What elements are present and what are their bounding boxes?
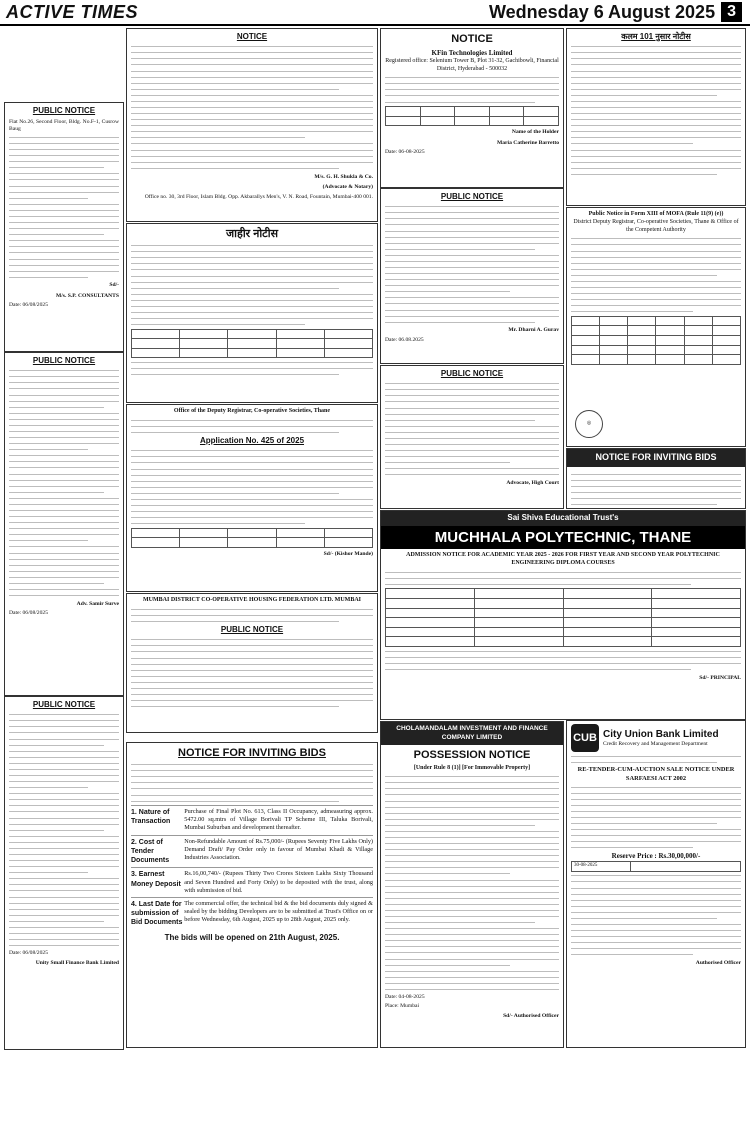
notice-body [131, 607, 373, 624]
notice-signatory: M/s. S.P. CONSULTANTS [55, 292, 119, 299]
company-address: Registered office: Selenium Tower B, Plot 31-32, Gachibowli, Financial District, Hyderabad - 500032 [385, 57, 559, 72]
notice-body [385, 205, 559, 325]
auction-title: RE-TENDER-CUM-AUCTION SALE NOTICE UNDER SARFAESI ACT 2002 [577, 766, 735, 782]
notice-kfin [380, 28, 564, 188]
application-number: Application No. 425 of 2025 [199, 436, 305, 446]
notice-signatory: Sd/- PRINCIPAL [699, 674, 741, 681]
notice-title: MUMBAI DISTRICT CO-OPERATIVE HOUSING FEDERATION LTD. MUMBAI [143, 597, 361, 603]
notice-place: Place: Mumbai [385, 1003, 420, 1010]
reserve-price: Reserve Price : Rs.30,00,000/- [611, 851, 701, 860]
notice-body [131, 244, 373, 327]
notice-body [571, 472, 741, 507]
institute-name: MUCHHALA POLYTECHNIC, THANE [381, 526, 745, 550]
notice-signatory: Authorised Officer [695, 960, 741, 967]
bank-logo: CUB [571, 724, 599, 752]
notice-title: POSSESSION NOTICE [413, 749, 531, 762]
public-notice-1 [4, 102, 124, 352]
notice-hindi-right [566, 28, 746, 206]
notice-title: PUBLIC NOTICE [32, 356, 96, 365]
notice-body [385, 775, 559, 992]
notice-body [385, 76, 559, 105]
notice-date: Date: 04-08-2025 [385, 993, 425, 1000]
notice-body [571, 785, 741, 850]
notice-title: PUBLIC NOTICE [32, 106, 96, 115]
rule-reference: [Under Rule 8 (1)] [For Immovable Property] [413, 764, 531, 771]
notice-body [385, 382, 559, 478]
advocate-title: (Advocate & Notary) [322, 183, 373, 190]
shares-table [385, 106, 559, 126]
notice-title: कलम 101 नुसार नोटीस [621, 32, 691, 41]
bank-name: City Union Bank Limited [603, 728, 719, 740]
notice-subtitle: PUBLIC NOTICE [220, 625, 284, 635]
public-notice-right-2 [380, 365, 564, 509]
newspaper-title: ACTIVE TIMES [6, 1, 139, 22]
notice-title: PUBLIC NOTICE [32, 700, 96, 709]
notice-date: Date: 06/08/2025 [9, 610, 48, 617]
public-notice-3 [4, 696, 124, 1050]
notice-signatory: Mr. Dharni A. Gurav [508, 327, 559, 334]
advocate-address: Office no. 30, 3rd Floor, Islam Bldg. Opp. Akbarallys Men's, V. N. Road, Fountain, Mumbai-400 001. [144, 194, 373, 201]
notice-bids-left [126, 742, 378, 1048]
notice-body [9, 713, 119, 948]
auction-table [571, 861, 741, 872]
notice-signatory: Sd/- Authorised Officer [503, 1013, 559, 1020]
bid-row: 3. Earnest Money Deposit Rs.16,00,740/- (Rupees Thirty Two Crores Sixteen Lakhs Sixty Thousand and Seven Hundred and Forty Only) to be deposited with the trust, along with submission of bid. [131, 867, 373, 897]
schedule-table [131, 329, 373, 359]
holder-label: Name of the Holder [511, 129, 559, 136]
notice-title: NOTICE FOR INVITING BIDS [178, 747, 326, 759]
cub-header [571, 724, 741, 752]
notice-mdcc [126, 593, 378, 733]
masthead [0, 0, 750, 26]
notice-cub [566, 720, 746, 1048]
seal-icon: ◎ [575, 410, 603, 438]
notice-body [385, 570, 741, 587]
bid-row: 1. Nature of Transaction Purchase of Final Plot No. 613, Class II Occupancy, admeasuring approx. 5472.00 sq.mtrs of Village Borivali TP Scheme III, Taluka Borivali, Mumbai Suburban and development thereafter. [131, 805, 373, 835]
notice-date: Date: 06/08/2025 [9, 302, 48, 309]
notice-body [571, 45, 741, 177]
notice-title: PUBLIC NOTICE [440, 192, 504, 201]
company-name: CHOLAMANDALAM INVESTMENT AND FINANCE COMPANY LIMITED [381, 722, 563, 745]
issue-date: Wednesday 6 August 2025 [489, 1, 716, 22]
notice-body [9, 369, 119, 598]
page-number: 3 [721, 2, 742, 22]
public-notice-right [380, 188, 564, 364]
notice-title: जाहीर नोटीस [225, 228, 279, 240]
notice-title: NOTICE [236, 32, 268, 41]
courses-table [385, 588, 741, 647]
notice-title: PUBLIC NOTICE [440, 369, 504, 378]
bid-row: 4. Last Date for submission of Bid Documents The commercial offer, the technical bid & the bid documents duly signed & sealed by the bidding Developers are to be submitted at Trust's Office on or before Wednesday, 6th August, 2025 up to 28th August, 2025 only. [131, 897, 373, 930]
notice-body [9, 135, 119, 279]
notice-date: Date: 06-08-2025 [385, 148, 425, 155]
notice-flat: Flat No.26, Second Floor, Bldg. No.F-1, Cusrow Baug [9, 118, 119, 132]
dateline [489, 2, 750, 23]
public-notice-2 [4, 352, 124, 696]
notice-title: NOTICE [451, 33, 493, 45]
notice-subtitle: District Deputy Registrar, Co-operative Societies, Thane & Office of the Competent Authority [573, 218, 739, 233]
auction-date: 30-08-2025 [572, 862, 631, 872]
notice-title: NOTICE FOR INVITING BIDS [567, 449, 745, 467]
bank-department: Credit Recovery and Management Department [603, 740, 708, 747]
notice-signature: Sd/- [109, 282, 119, 289]
holder-name: Maria Catherine Barretto [496, 139, 559, 146]
notice-date: Date: 06.08.2025 [385, 336, 424, 343]
survey-table [571, 316, 741, 365]
notice-mofa [566, 207, 746, 447]
notice-signatory: Advocate, High Court [506, 480, 559, 487]
notice-body [571, 237, 741, 314]
company-name: KFin Technologies Limited [431, 48, 513, 57]
notice-advocate [126, 28, 378, 222]
notice-signatory: Sd/- (Kishor Mande) [323, 550, 373, 557]
notice-body [131, 418, 373, 435]
notice-body [131, 763, 373, 804]
bid-row: 2. Cost of Tender Documents Non-Refundable Amount of Rs.75,000/- (Rupees Seventy Five Lakhs Only) Demand Draft/ Pay Order only in favour of Mumbai Khadi & Village Industries Association. [131, 835, 373, 868]
notice-body [131, 45, 373, 171]
notice-signatory: Unity Small Finance Bank Limited [35, 960, 119, 967]
bid-footer: The bids will be opened on 21th August, 2025. [164, 932, 340, 942]
notice-date: Date: 06/08/2025 [9, 949, 48, 956]
trust-name: Sai Shiva Educational Trust's [381, 511, 745, 526]
notice-signatory: Adv. Samir Surve [76, 600, 119, 607]
advocate-name: M/s. G. H. Shukla & Co. [314, 173, 373, 180]
notice-marathi [126, 223, 378, 403]
notice-title: Office of the Deputy Registrar, Co-operative Societies, Thane [173, 408, 331, 414]
notice-bids-right-header [566, 448, 746, 509]
notice-title: Public Notice in Form XIII of MOFA (Rule 11(9) (e)) [588, 211, 724, 217]
notice-deputy-registrar [126, 404, 378, 592]
property-table [131, 528, 373, 548]
notice-cholamandalam [380, 721, 564, 1048]
admission-tagline: ADMISSION NOTICE FOR ACADEMIC YEAR 2025 - 2026 FOR FIRST YEAR AND SECOND YEAR POLYTECHNIC ENGINEERING DIPLOMA COURSES [406, 552, 720, 567]
notice-muchhala [380, 510, 746, 720]
